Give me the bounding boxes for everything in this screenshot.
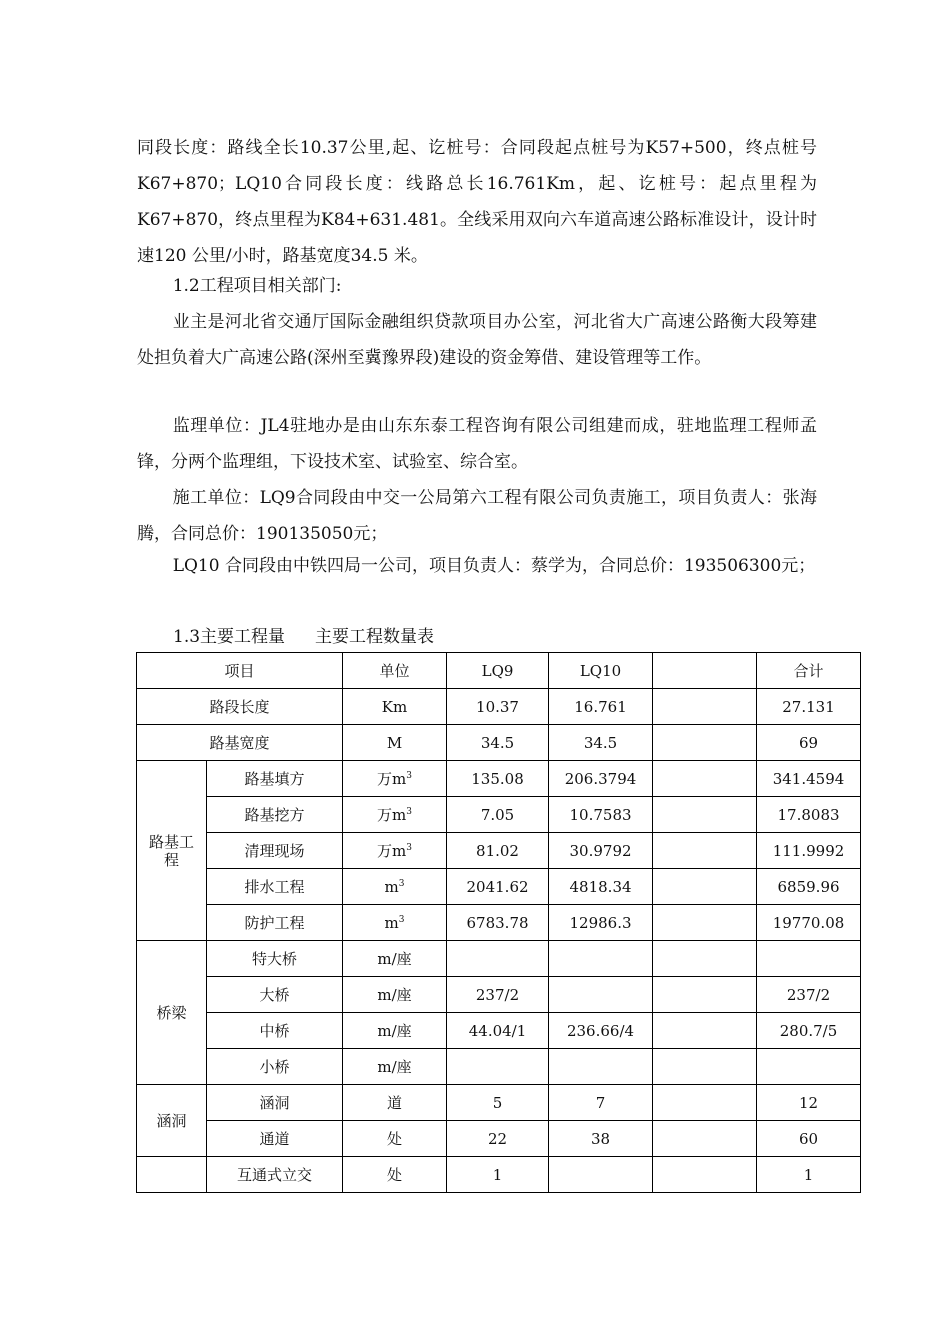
unit-cell: m/座 [343, 1049, 447, 1085]
quantity-table [136, 652, 861, 1193]
lq9-cell: 6783.78 [447, 905, 549, 941]
table-caption [173, 624, 434, 650]
unit-cell: 道 [343, 1085, 447, 1121]
unit-cell: M [343, 725, 447, 761]
unit-cell: 万$m^3$ [343, 797, 447, 833]
lq9-cell: 81.02 [447, 833, 549, 869]
table-title: 主要工程数量表 [315, 627, 435, 647]
lq9-cell [447, 941, 549, 977]
total-cell: 111.9992 [757, 833, 861, 869]
lq9-cell: 22 [447, 1121, 549, 1157]
unit-cell: $m^3$ [343, 905, 447, 941]
blank-cell [653, 689, 757, 725]
total-cell: 1 [757, 1157, 861, 1193]
paragraph-contractor-lq9: 施工单位：LQ9合同段由中交一公局第六工程有限公司负责施工，项目负责人：张海腾，合同总价：190135050元； [137, 488, 817, 544]
lq10-cell [549, 977, 653, 1013]
table-row [137, 905, 861, 941]
blank-cell [653, 1013, 757, 1049]
group-name-cell [137, 1157, 207, 1193]
total-cell: 237/2 [757, 977, 861, 1013]
paragraph-section-length: 同段长度：路线全长10.37公里,起、讫桩号：合同段起点桩号为K57+500，终点桩号K67+870；LQ10合同段长度：线路总长16.761Km，起、讫桩号：起点里程为K67+870，终点里程为K84+631.481。全线采用双向六车道高速公路标准设计，设计时速120 公里/小时，路基宽度34.5 米。 [137, 138, 817, 266]
item-cell: 路基宽度 [137, 725, 343, 761]
table-row [137, 1013, 861, 1049]
table-row [137, 653, 861, 689]
lq10-cell [549, 1157, 653, 1193]
lq9-cell: 237/2 [447, 977, 549, 1013]
total-cell: 60 [757, 1121, 861, 1157]
item-cell: 防护工程 [207, 905, 343, 941]
blank-cell [653, 977, 757, 1013]
paragraph-supervisor: 监理单位：JL4驻地办是由山东东泰工程咨询有限公司组建而成，驻地监理工程师孟锋，分两个监理组，下设技术室、试验室、综合室。 [137, 416, 817, 472]
lq10-cell: 34.5 [549, 725, 653, 761]
unit-cell: Km [343, 689, 447, 725]
unit-superscript: 3 [406, 806, 412, 817]
header-unit: 单位 [343, 653, 447, 689]
table-row [137, 869, 861, 905]
total-cell: 69 [757, 725, 861, 761]
total-cell: 280.7/5 [757, 1013, 861, 1049]
unit-cell: $m^3$ [343, 869, 447, 905]
total-cell [757, 941, 861, 977]
item-cell: 中桥 [207, 1013, 343, 1049]
unit-superscript: 3 [406, 770, 412, 781]
table-row [137, 833, 861, 869]
paragraph-contractor-lq10: LQ10 合同段由中铁四局一公司，项目负责人：蔡学为，合同总价：193506300元； [172, 556, 816, 576]
unit-superscript: 3 [406, 842, 412, 853]
lq10-cell [549, 1049, 653, 1085]
lq9-cell: 5 [447, 1085, 549, 1121]
item-cell: 通道 [207, 1121, 343, 1157]
item-cell: 涵洞 [207, 1085, 343, 1121]
item-cell: 清理现场 [207, 833, 343, 869]
blank-cell [653, 761, 757, 797]
lq9-cell: 34.5 [447, 725, 549, 761]
unit-cell: m/座 [343, 941, 447, 977]
lq9-cell: 2041.62 [447, 869, 549, 905]
lq9-cell: 135.08 [447, 761, 549, 797]
unit-cell: 处 [343, 1157, 447, 1193]
lq9-cell: 7.05 [447, 797, 549, 833]
table-row [137, 725, 861, 761]
lq10-cell: 7 [549, 1085, 653, 1121]
table-row [137, 941, 861, 977]
total-cell: 6859.96 [757, 869, 861, 905]
unit-cell: 万$m^3$ [343, 833, 447, 869]
blank-cell [653, 869, 757, 905]
item-cell: 互通式立交 [207, 1157, 343, 1193]
total-cell: 19770.08 [757, 905, 861, 941]
unit-superscript: 3 [398, 878, 405, 889]
lq9-cell: 10.37 [447, 689, 549, 725]
unit-cell: m/座 [343, 1013, 447, 1049]
lq10-cell: 236.66/4 [549, 1013, 653, 1049]
table-row [137, 761, 861, 797]
table-row [137, 1121, 861, 1157]
total-cell: 17.8083 [757, 797, 861, 833]
table-row [137, 1157, 861, 1193]
unit-cell: 处 [343, 1121, 447, 1157]
lq10-cell: 12986.3 [549, 905, 653, 941]
total-cell: 27.131 [757, 689, 861, 725]
header-item: 项目 [137, 653, 343, 689]
heading-related-departments: 1.2工程项目相关部门: [172, 276, 342, 296]
group-name-cell: 桥梁 [137, 941, 207, 1085]
item-cell: 大桥 [207, 977, 343, 1013]
blank-cell [653, 725, 757, 761]
lq10-cell: 30.9792 [549, 833, 653, 869]
item-cell: 排水工程 [207, 869, 343, 905]
table-row [137, 797, 861, 833]
item-cell: 路基填方 [207, 761, 343, 797]
lq9-cell [447, 1049, 549, 1085]
item-cell: 小桥 [207, 1049, 343, 1085]
blank-cell [653, 1049, 757, 1085]
lq10-cell: 16.761 [549, 689, 653, 725]
lq9-cell: 1 [447, 1157, 549, 1193]
blank-cell [653, 1157, 757, 1193]
table-row [137, 1085, 861, 1121]
blank-cell [653, 797, 757, 833]
blank-cell [653, 1121, 757, 1157]
paragraph-owner: 业主是河北省交通厅国际金融组织贷款项目办公室，河北省大广高速公路衡大段筹建处担负着大广高速公路(深州至冀豫界段)建设的资金筹借、建设管理等工作。 [137, 312, 817, 368]
table-row [137, 689, 861, 725]
item-cell: 特大桥 [207, 941, 343, 977]
lq10-cell: 10.7583 [549, 797, 653, 833]
header-total: 合计 [757, 653, 861, 689]
total-cell: 12 [757, 1085, 861, 1121]
blank-cell [653, 905, 757, 941]
blank-cell [653, 833, 757, 869]
header-blank [653, 653, 757, 689]
table-row [137, 1049, 861, 1085]
lq10-cell: 206.3794 [549, 761, 653, 797]
table-row [137, 977, 861, 1013]
section-heading: 1.3主要工程量 [173, 627, 286, 647]
lq10-cell: 38 [549, 1121, 653, 1157]
lq10-cell [549, 941, 653, 977]
item-cell: 路基挖方 [207, 797, 343, 833]
total-cell: 341.4594 [757, 761, 861, 797]
lq10-cell: 4818.34 [549, 869, 653, 905]
unit-cell: m/座 [343, 977, 447, 1013]
unit-cell: 万$m^3$ [343, 761, 447, 797]
header-lq9: LQ9 [447, 653, 549, 689]
total-cell [757, 1049, 861, 1085]
group-name-cell: 路基工 程 [137, 761, 207, 941]
blank-cell [653, 1085, 757, 1121]
item-cell: 路段长度 [137, 689, 343, 725]
unit-superscript: 3 [398, 914, 405, 925]
group-name-cell: 涵洞 [137, 1085, 207, 1157]
header-lq10: LQ10 [549, 653, 653, 689]
quantity-table-body [137, 653, 861, 1193]
lq9-cell: 44.04/1 [447, 1013, 549, 1049]
blank-cell [653, 941, 757, 977]
